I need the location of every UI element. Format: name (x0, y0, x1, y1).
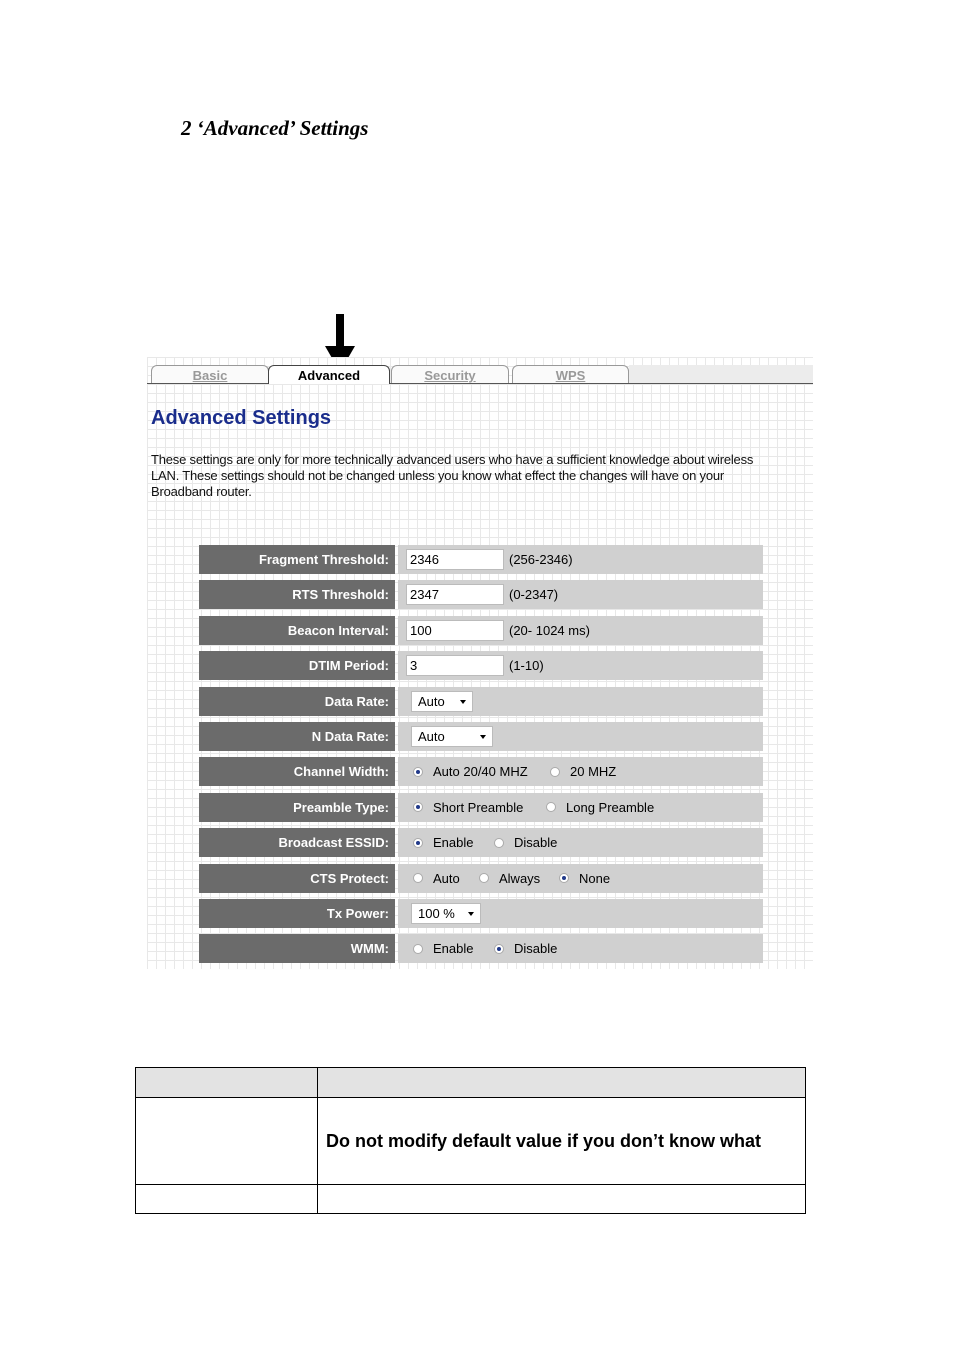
radio-label: Auto 20/40 MHZ (433, 764, 528, 780)
cts-auto-radio[interactable] (413, 864, 460, 893)
chevron-down-icon (460, 700, 466, 704)
dtim-period-row (199, 651, 763, 680)
n-data-rate-select[interactable] (411, 726, 493, 747)
field-label: Fragment Threshold: (199, 545, 395, 574)
table-cell (136, 1098, 318, 1185)
tab-wps[interactable]: WPS (512, 365, 629, 383)
broadcast-essid-row (199, 828, 763, 857)
radio-label: Enable (433, 941, 474, 957)
chevron-down-icon (480, 735, 486, 739)
field-label: Channel Width: (199, 757, 395, 786)
intro-text: These settings are only for more technically advanced users who have a sufficient knowledge about wireless LAN. These settings should not be changed unless you know what effect the changes will have on your Broadband router. (151, 452, 754, 499)
preamble-long-radio[interactable] (546, 793, 654, 822)
dtim-period-input[interactable]: 3 (406, 655, 504, 676)
cts-protect-row (199, 864, 763, 893)
radio-unselected-icon (550, 767, 560, 777)
radio-label: Enable (433, 835, 474, 851)
field-label: CTS Protect: (199, 864, 395, 893)
essid-enable-radio[interactable] (413, 828, 473, 857)
field-label: Tx Power: (199, 899, 395, 928)
description-table (135, 1067, 806, 1214)
radio-selected-icon (413, 838, 423, 848)
radio-unselected-icon (413, 873, 423, 883)
select-value: Auto (418, 693, 445, 709)
page-title: Advanced Settings (151, 407, 332, 429)
tx-power-row (199, 899, 763, 928)
field-label: Data Rate: (199, 687, 395, 716)
table-cell (318, 1068, 806, 1098)
router-settings-screenshot (147, 357, 813, 969)
tab-basic[interactable]: Basic (151, 365, 269, 383)
tab-advanced[interactable]: Advanced (268, 365, 390, 384)
radio-label: Always (499, 870, 541, 886)
radio-label: Disable (514, 835, 558, 851)
field-label: Broadcast ESSID: (199, 828, 395, 857)
field-label: WMM: (199, 934, 395, 963)
field-hint: (20- 1024 ms) (509, 622, 590, 638)
radio-label: None (579, 870, 611, 886)
field-label: RTS Threshold: (199, 580, 395, 609)
field-hint: (1-10) (509, 658, 544, 674)
radio-label: Disable (514, 941, 558, 957)
preamble-short-radio[interactable] (413, 793, 523, 822)
section-heading: 2 ‘Advanced’ Settings (181, 116, 369, 140)
settings-form (199, 545, 763, 970)
rts-threshold-input[interactable]: 2347 (406, 584, 504, 605)
tab-security[interactable]: Security (391, 365, 509, 383)
radio-unselected-icon (413, 944, 423, 954)
radio-selected-icon (494, 944, 504, 954)
table-cell (136, 1068, 318, 1098)
field-hint: (0-2347) (509, 587, 559, 603)
field-label: Preamble Type: (199, 793, 395, 822)
field-hint: (256-2346) (509, 552, 573, 567)
field-label: DTIM Period: (199, 651, 395, 680)
channel-width-auto-radio[interactable] (413, 757, 528, 786)
preamble-type-row (199, 793, 763, 822)
fragment-threshold-row (199, 545, 763, 574)
radio-unselected-icon (494, 838, 504, 848)
wmm-disable-radio[interactable] (494, 934, 557, 963)
field-label: N Data Rate: (199, 722, 395, 751)
wmm-enable-radio[interactable] (413, 934, 473, 963)
data-rate-row (199, 687, 763, 716)
field-label: Beacon Interval: (199, 616, 395, 645)
beacon-interval-row (199, 616, 763, 645)
beacon-interval-input[interactable]: 100 (406, 620, 504, 641)
radio-selected-icon (413, 802, 423, 812)
radio-label: Auto (433, 870, 460, 886)
table-cell (318, 1185, 806, 1214)
essid-disable-radio[interactable] (494, 828, 557, 857)
radio-unselected-icon (479, 873, 489, 883)
rts-threshold-row (199, 580, 763, 609)
tab-bar (147, 357, 813, 385)
table-cell (136, 1185, 318, 1214)
cts-always-radio[interactable] (479, 864, 540, 893)
fragment-threshold-input[interactable]: 2346 (406, 549, 504, 570)
cts-none-radio[interactable] (559, 864, 610, 893)
radio-label: 20 MHZ (570, 764, 617, 780)
tx-power-select[interactable] (411, 903, 481, 924)
chevron-down-icon (468, 912, 474, 916)
radio-unselected-icon (546, 802, 556, 812)
data-rate-select[interactable] (411, 691, 473, 712)
radio-selected-icon (559, 873, 569, 883)
radio-selected-icon (413, 767, 423, 777)
table-note: Do not modify default value if you don’t know what (318, 1098, 806, 1185)
radio-label: Short Preamble (433, 799, 524, 815)
select-value: 100 % (418, 905, 455, 921)
channel-width-20-radio[interactable] (550, 757, 616, 786)
select-value: Auto (418, 728, 445, 744)
radio-label: Long Preamble (566, 799, 655, 815)
wmm-row (199, 934, 763, 963)
n-data-rate-row (199, 722, 763, 751)
channel-width-row (199, 757, 763, 786)
